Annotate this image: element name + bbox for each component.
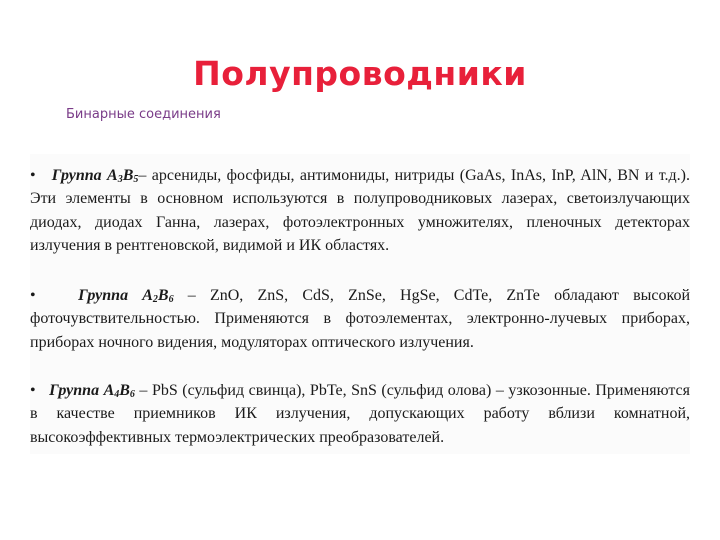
list-item-text: [30, 379, 690, 449]
slide-title: Полупроводники: [193, 54, 527, 93]
bullet-icon: •: [30, 382, 36, 399]
separator: –: [173, 287, 196, 304]
separator: –: [134, 382, 148, 399]
group-name: Группа $A_4B_6$: [49, 382, 135, 400]
separator: –: [138, 167, 147, 184]
item-body: PbS (сульфид свинца), PbTe, SnS (сульфид олова) – узкозонные. Применяются в качестве приемников ИК излучения, допускающих работу вблизи комнатной, высокоэффективных термоэлектрических преобразователей.: [30, 382, 690, 446]
list-item-text: [30, 284, 690, 354]
bullet-icon: •: [30, 287, 36, 304]
item-body: ZnO, ZnS, CdS, ZnSe, HgSe, CdTe, ZnTe обладают высокой фоточувствительностью. Применяются в фотоэлементах, электронно-лучевых приборах, приборах ночного видения, модуляторах оптического излучения.: [30, 287, 690, 351]
bullet-icon: •: [30, 167, 36, 184]
list-item-text: [30, 164, 690, 257]
content-area: [30, 154, 690, 454]
slide-subtitle: Бинарные соединения: [66, 107, 221, 122]
item-body: арсениды, фосфиды, антимониды, нитриды (GaAs, InAs, InP, AlN, BN и т.д.). Эти элементы в основном используются в полупроводниковых лазерах, светоизлучающих диодах, диодах Ганна, лазерах, фотоэлектронных умножителях, пленочных детекторах излучения в рентгеновской, видимой и ИК областях.: [30, 167, 690, 254]
group-name: Группа $A_2B_6$: [78, 287, 174, 305]
group-name: Группа $A_3B_5$: [51, 167, 139, 185]
